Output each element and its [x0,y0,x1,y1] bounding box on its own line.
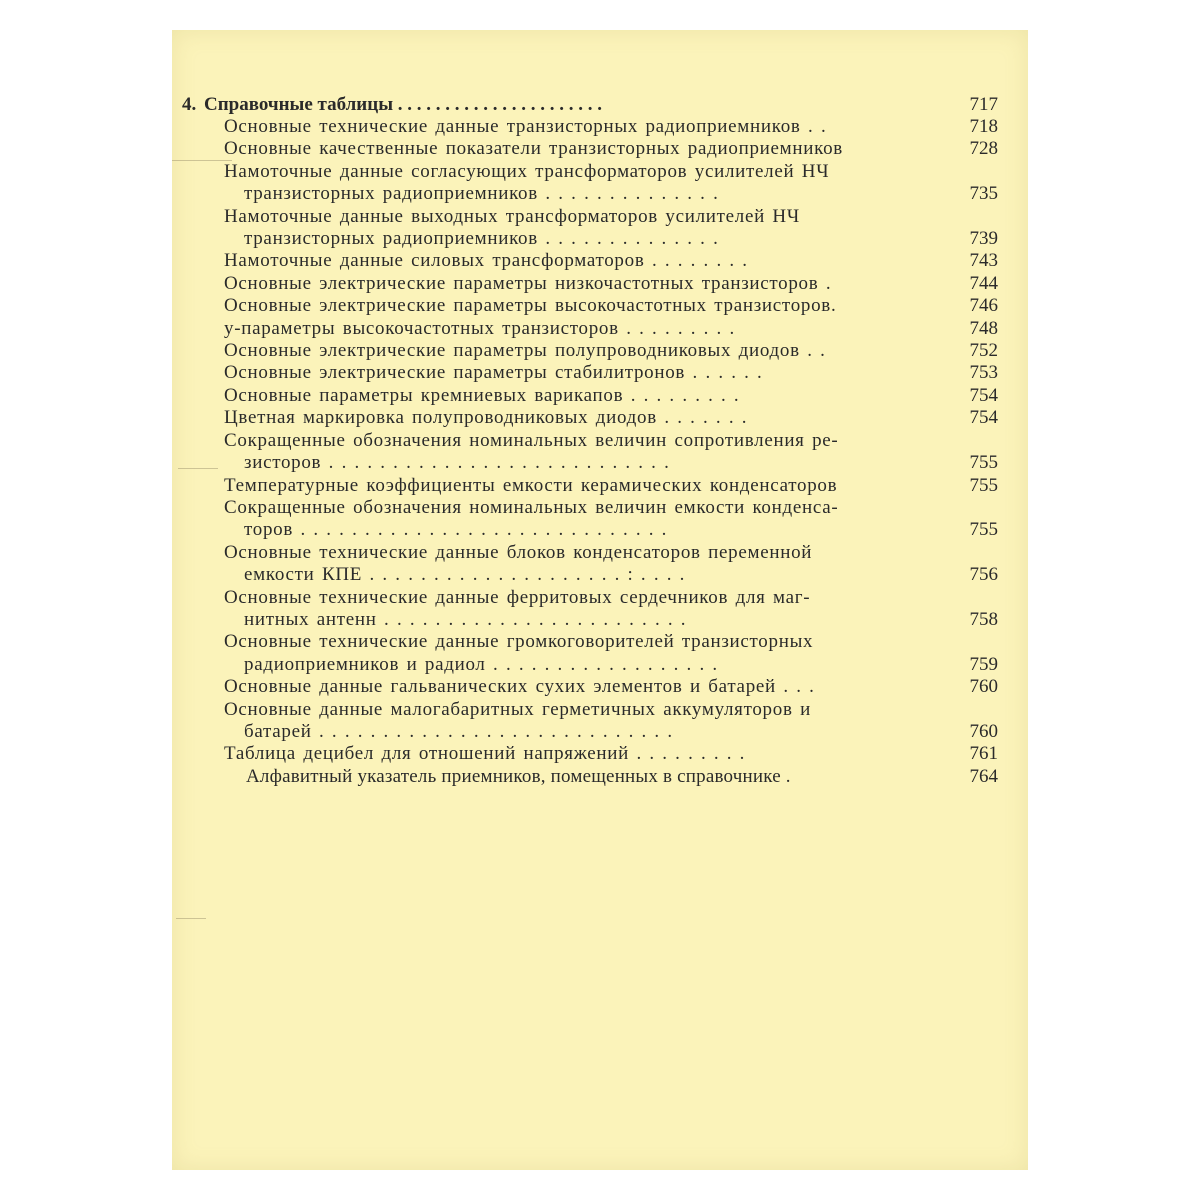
toc-entry-page-number: 755 [969,452,998,474]
paper-scuff [176,918,206,919]
toc-entry-page-number: 755 [969,519,998,541]
toc-entry-title: Цветная маркировка полупроводниковых диодов . . . . . . . [224,407,748,429]
toc-entry [224,340,998,362]
toc-entry [224,430,998,475]
toc-entry-title: Основные электрические параметры полупроводниковых диодов . . [224,340,826,362]
toc-entry [224,497,998,542]
toc-entry [224,743,998,765]
book-page [172,30,1028,1170]
toc-entry [224,295,998,317]
toc-entry-page-number: 752 [969,340,998,362]
toc-entry [224,587,998,632]
toc-entry [224,631,998,676]
toc-entry-title: Сокращенные обозначения номинальных величин емкости конденса- [224,496,839,518]
toc-entry-title-continuation: торов . . . . . . . . . . . . . . . . . . . . . . . . . . . . . [244,519,668,541]
toc-entry-title: Намоточные данные согласующих трансформаторов усилителей НЧ [224,160,830,182]
toc-entry-title-continuation: емкости КПЕ . . . . . . . . . . . . . . . . . . . . : . . . . [244,564,686,586]
toc-entry [224,676,998,698]
toc-entry-title-continuation: батарей . . . . . . . . . . . . . . . . . . . . . . . . . . . . [244,720,673,742]
toc-entry-title: Основные электрические параметры высокочастотных транзисторов. [224,295,837,317]
section-title: Справочные таблицы . . . . . . . . . . . . . . . . . . . . . . [204,94,603,115]
toc-entry-page-number: 753 [969,362,998,384]
table-of-contents [182,94,998,788]
toc-entry [224,385,998,407]
toc-entry-title-continuation: нитных антенн . . . . . . . . . . . . . . . . . . . . . . . . [244,608,687,630]
toc-entry-page-number: 735 [969,183,998,205]
toc-entry-page-number: 728 [969,138,998,160]
toc-entry [224,362,998,384]
toc-entry [224,206,998,251]
toc-section-heading [182,94,998,116]
toc-entry-title: Основные качественные показатели транзисторных радиоприемников [224,138,843,160]
toc-entry-page-number: 744 [969,272,998,294]
toc-entry-page-number: 760 [969,720,998,742]
toc-entry-title-continuation: радиоприемников и радиол . . . . . . . . . . . . . . . . . . [244,653,718,675]
toc-entry-page-number: 759 [969,653,998,675]
toc-entry-title: Основные электрические параметры стабилитронов . . . . . . [224,362,763,384]
toc-entry-title: Основные электрические параметры низкочастотных транзисторов . [224,272,832,294]
toc-entry [224,250,998,272]
toc-entry-title: Сокращенные обозначения номинальных величин сопротивления ре- [224,429,839,451]
toc-entry [246,766,998,788]
toc-entry-page-number: 748 [969,317,998,339]
toc-entry [224,699,998,744]
toc-entry-title-continuation: транзисторных радиоприемников . . . . . . . . . . . . . . [244,183,719,205]
toc-entry-title: Намоточные данные силовых трансформаторов . . . . . . . . [224,250,748,272]
toc-entry-title: Намоточные данные выходных трансформаторов усилителей НЧ [224,205,800,227]
toc-entry-page-number: 754 [969,407,998,429]
toc-entry-title: Основные данные гальванических сухих элементов и батарей . . . [224,676,815,698]
toc-entry [224,475,998,497]
toc-entry-page-number: 718 [969,116,998,137]
toc-entry-title: y-параметры высокочастотных транзисторов . . . . . . . . . [224,317,735,339]
toc-entry-page-number: 754 [969,384,998,406]
toc-entry [224,138,998,160]
toc-entry-title-continuation: транзисторных радиоприемников . . . . . . . . . . . . . . [244,228,719,250]
toc-entry [224,273,998,295]
toc-entry-page-number: 760 [969,676,998,698]
toc-entry-title: Основные параметры кремниевых варикапов . . . . . . . . . [224,384,740,406]
toc-entries [208,116,998,788]
toc-entry-title: Таблица децибел для отношений напряжений . . . . . . . . . [224,743,746,765]
toc-entry-title: Основные технические данные транзисторных радиоприемников . . [224,116,827,137]
toc-entry-page-number: 758 [969,608,998,630]
toc-entry [224,542,998,587]
toc-entry-page-number: 761 [969,743,998,765]
toc-entry-title: Основные технические данные ферритовых сердечников для маг- [224,586,811,608]
toc-entry [224,318,998,340]
toc-entry-page-number: 756 [969,564,998,586]
toc-entry [224,116,998,138]
toc-entry-title: Основные технические данные блоков конденсаторов переменной [224,541,813,563]
toc-entry-title-continuation: зисторов . . . . . . . . . . . . . . . . . . . . . . . . . . . [244,452,670,474]
toc-entry-title: Основные технические данные громкоговорителей транзисторных [224,631,814,653]
toc-entry-title: Основные данные малогабаритных герметичных аккумуляторов и [224,698,811,720]
toc-entry [224,407,998,429]
toc-entry [224,161,998,206]
toc-entry-title: Алфавитный указатель приемников, помещенных в справочнике . [246,765,791,787]
toc-entry-page-number: 755 [969,474,998,496]
section-page-number: 717 [969,94,998,115]
toc-entry-page-number: 743 [969,250,998,272]
toc-entry-title: Температурные коэффициенты емкости керамических конденсаторов [224,474,838,496]
toc-entry-page-number: 739 [969,228,998,250]
section-marker: 4. [182,94,197,115]
toc-entry-page-number: 764 [969,765,998,787]
toc-entry-page-number: 746 [969,295,998,317]
